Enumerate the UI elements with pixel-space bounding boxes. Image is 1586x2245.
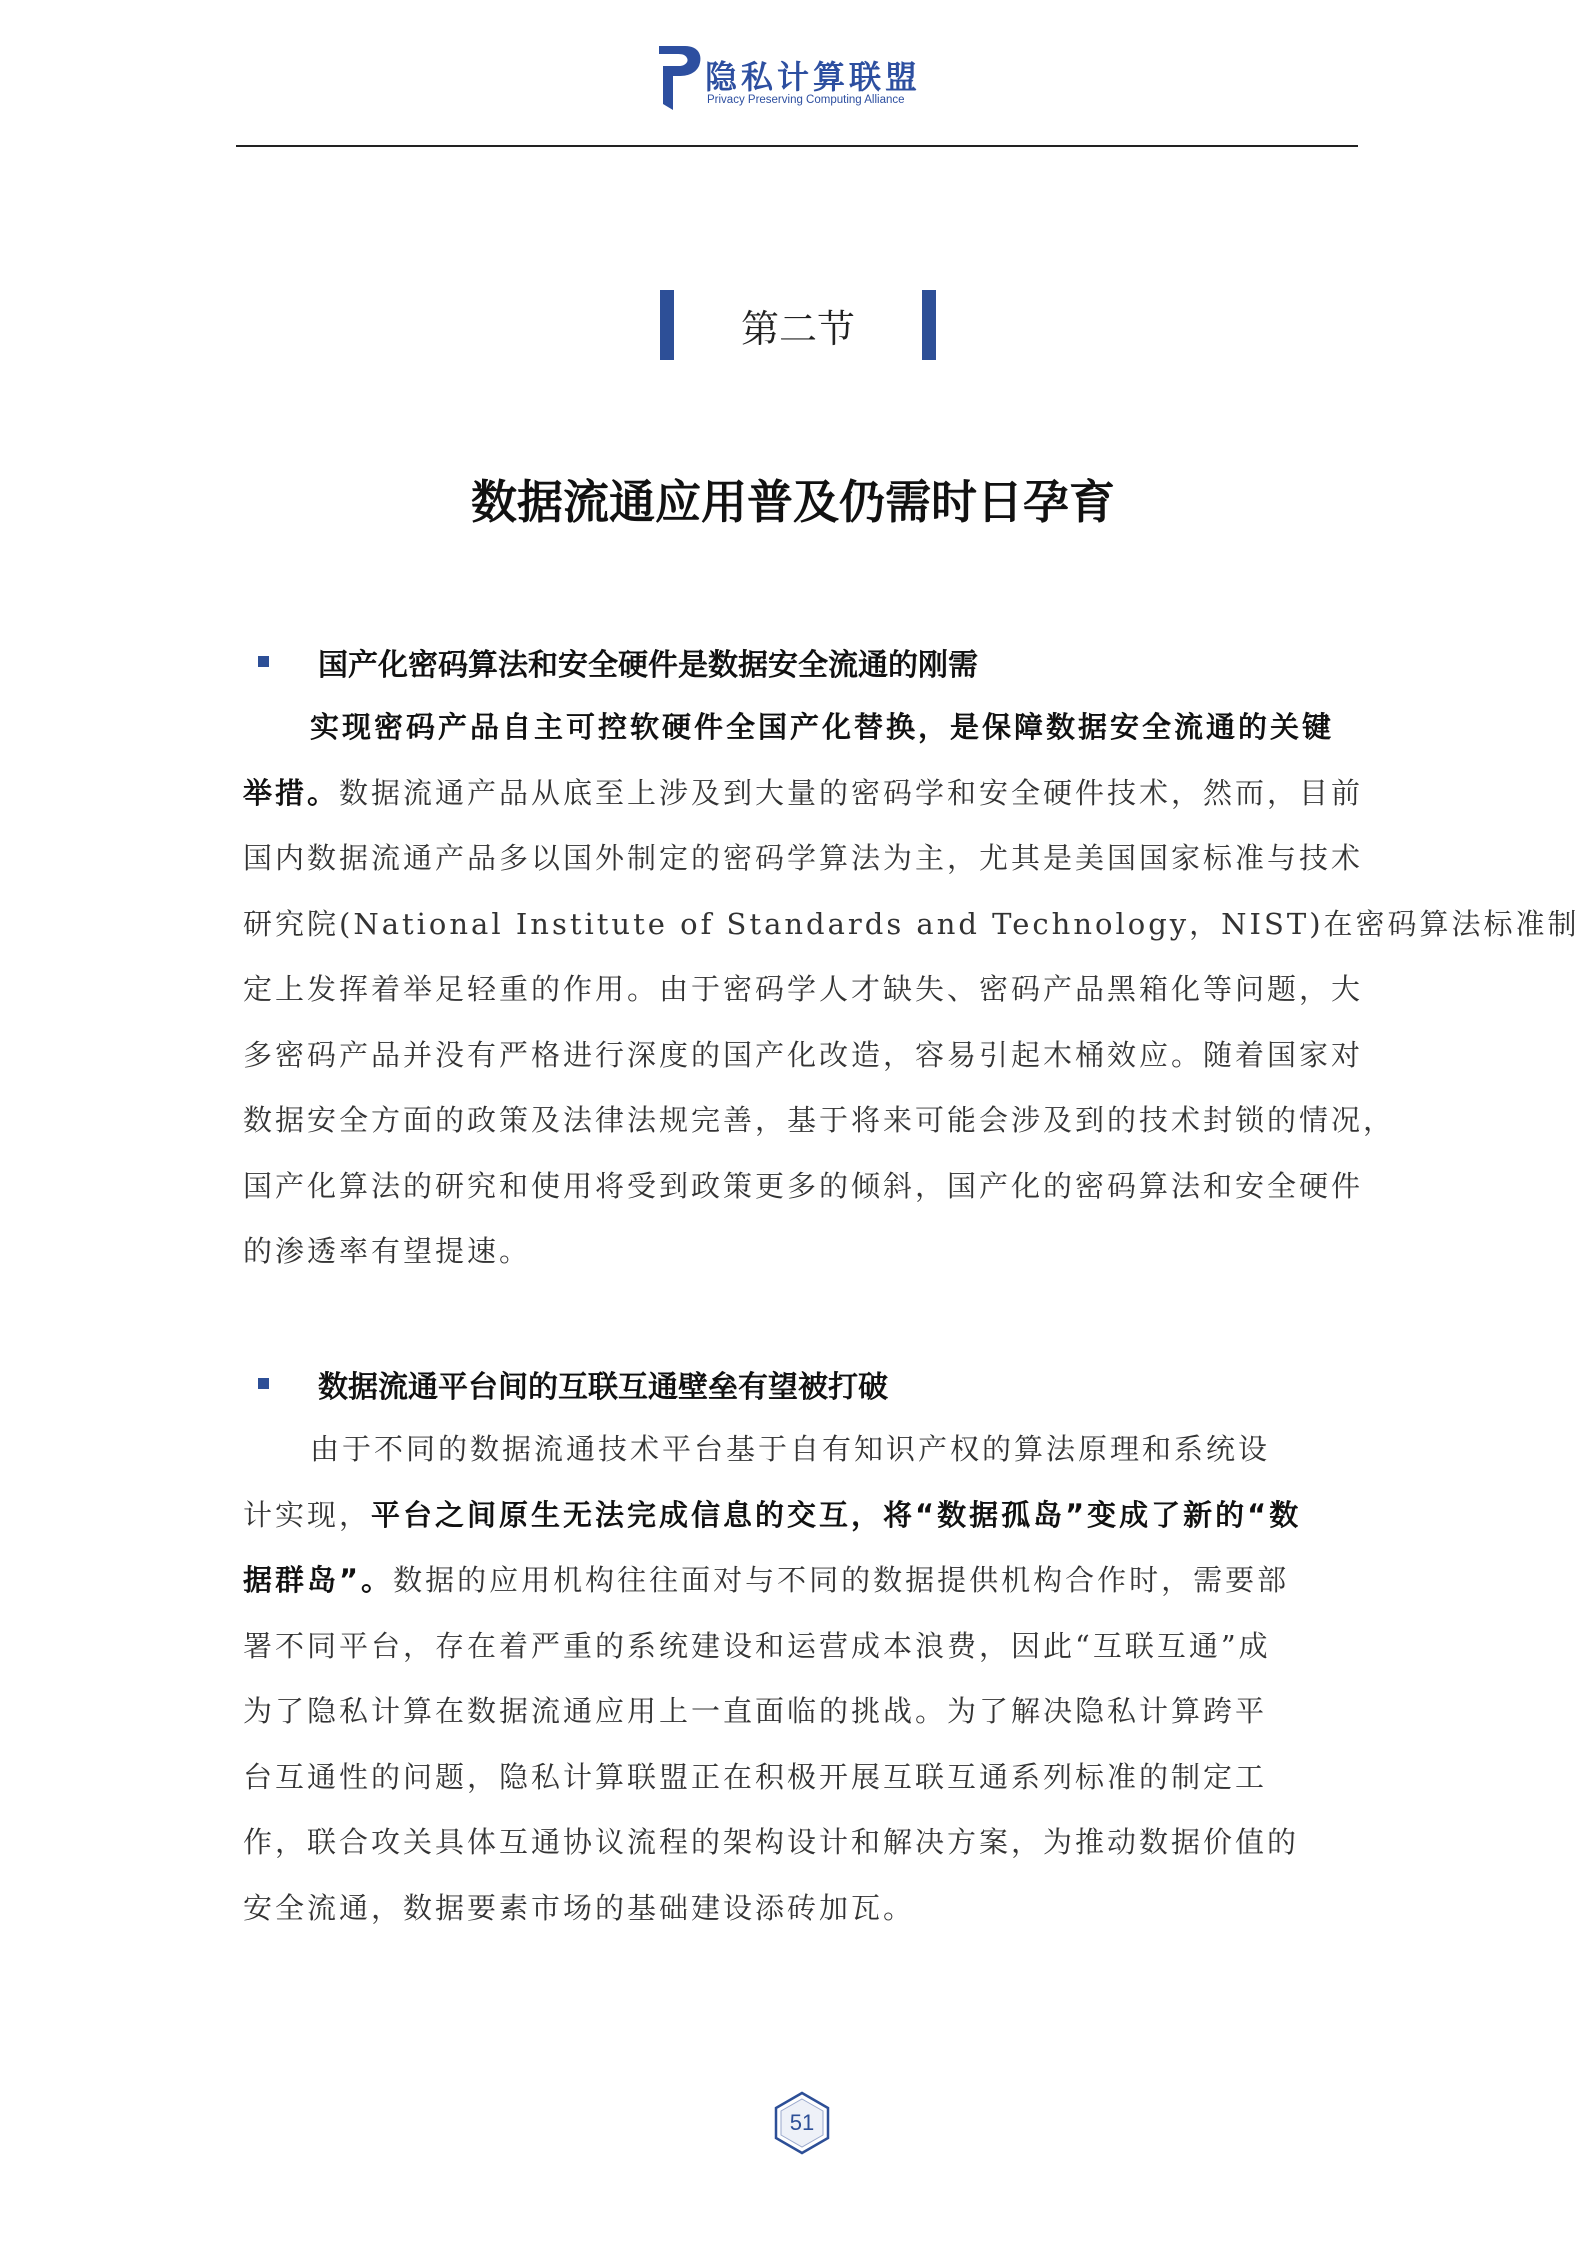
body-text: 国内数据流通产品多以国外制定的密码学算法为主，尤其是美国国家标准与技术 [243,841,1364,875]
paragraph-line [310,1429,1360,1469]
brand-name-en: Privacy Preserving Computing Alliance [707,94,905,106]
bullet-square-icon [258,656,269,667]
paragraph-line [243,969,1363,1009]
emphasis-text: 据群岛”。 [243,1563,394,1597]
paragraph-line [243,1691,1363,1731]
body-text: 数据安全方面的政策及法律法规完善，基于将来可能会涉及到的技术封锁的情况， [243,1103,1396,1137]
section-bar-right [922,290,936,360]
paragraph-line [243,904,1580,944]
paragraph-line [243,1822,1363,1862]
page-title: 数据流通应用普及仍需时日孕育 [471,475,1115,529]
paragraph-line [243,1231,1363,1271]
bullet-square-icon [258,1378,269,1389]
page-header [0,0,1586,150]
body-text: 作，联合攻关具体互通协议流程的架构设计和解决方案，为推动数据价值的 [243,1825,1300,1859]
body-text: 由于不同的数据流通技术平台基于自有知识产权的算法原理和系统设 [310,1432,1271,1466]
header-rule [236,145,1358,147]
paragraph-line [243,1035,1363,1075]
body-text: 的渗透率有望提速。 [243,1234,532,1268]
emphasis-text: 平台之间原生无法完成信息的交互，将“数据孤岛”变成了新的“数 [371,1497,1302,1532]
body-text: 署不同平台，存在着严重的系统建设和运营成本浪费，因此“互联互通”成 [243,1628,1271,1663]
paragraph-line [243,1888,1363,1928]
body-text: 数据流通产品从底至上涉及到大量的密码学和安全硬件技术，然而，目前 [339,775,1364,810]
paragraph-line [243,1166,1363,1206]
logo-p-icon [655,40,705,112]
paragraph-line [243,773,1363,813]
brand-name: 隐私计算联盟 [705,58,922,96]
body-text: 为了隐私计算在数据流通应用上一直面临的挑战。为了解决隐私计算跨平 [243,1694,1268,1728]
subheading-text: 数据流通平台间的互联互通壁垒有望被打破 [318,1370,888,1405]
body-text: 研究院(National Institute of Standards and Technology，NIST)在密码算法标准制 [243,906,1580,941]
body-text: 安全流通，数据要素市场的基础建设添砖加瓦。 [243,1890,916,1925]
section-label: 第二节 [740,307,855,351]
paragraph-line [243,1626,1363,1666]
paragraph-line [243,1757,1363,1797]
page-number-badge [772,2090,832,2156]
body-text: 计实现， [243,1497,372,1532]
paragraph-line [243,838,1363,878]
subheading-text: 国产化密码算法和安全硬件是数据安全流通的刚需 [318,648,978,683]
paragraph-line [243,1100,1396,1140]
body-text: 定上发挥着举足轻重的作用。由于密码学人才缺失、密码产品黑箱化等问题，大 [243,972,1364,1006]
body-text: 多密码产品并没有严格进行深度的国产化改造，容易引起木桶效应。随着国家对 [243,1037,1364,1072]
body-text: 数据的应用机构往往面对与不同的数据提供机构合作时，需要部 [393,1563,1290,1597]
alliance-logo [655,38,935,116]
emphasis-text: 实现密码产品自主可控软硬件全国产化替换，是保障数据安全流通的关键 [310,710,1335,744]
page-number: 51 [789,2110,815,2135]
body-text: 国产化算法的研究和使用将受到政策更多的倾斜，国产化的密码算法和安全硬件 [243,1168,1364,1203]
section-label-box [660,290,936,360]
paragraph-line [243,1560,1363,1600]
body-text: 台互通性的问题，隐私计算联盟正在积极开展互联互通系列标准的制定工 [243,1759,1268,1794]
paragraph-line [243,1495,1363,1535]
paragraph-line [310,707,1360,747]
emphasis-text: 举措。 [243,775,340,810]
